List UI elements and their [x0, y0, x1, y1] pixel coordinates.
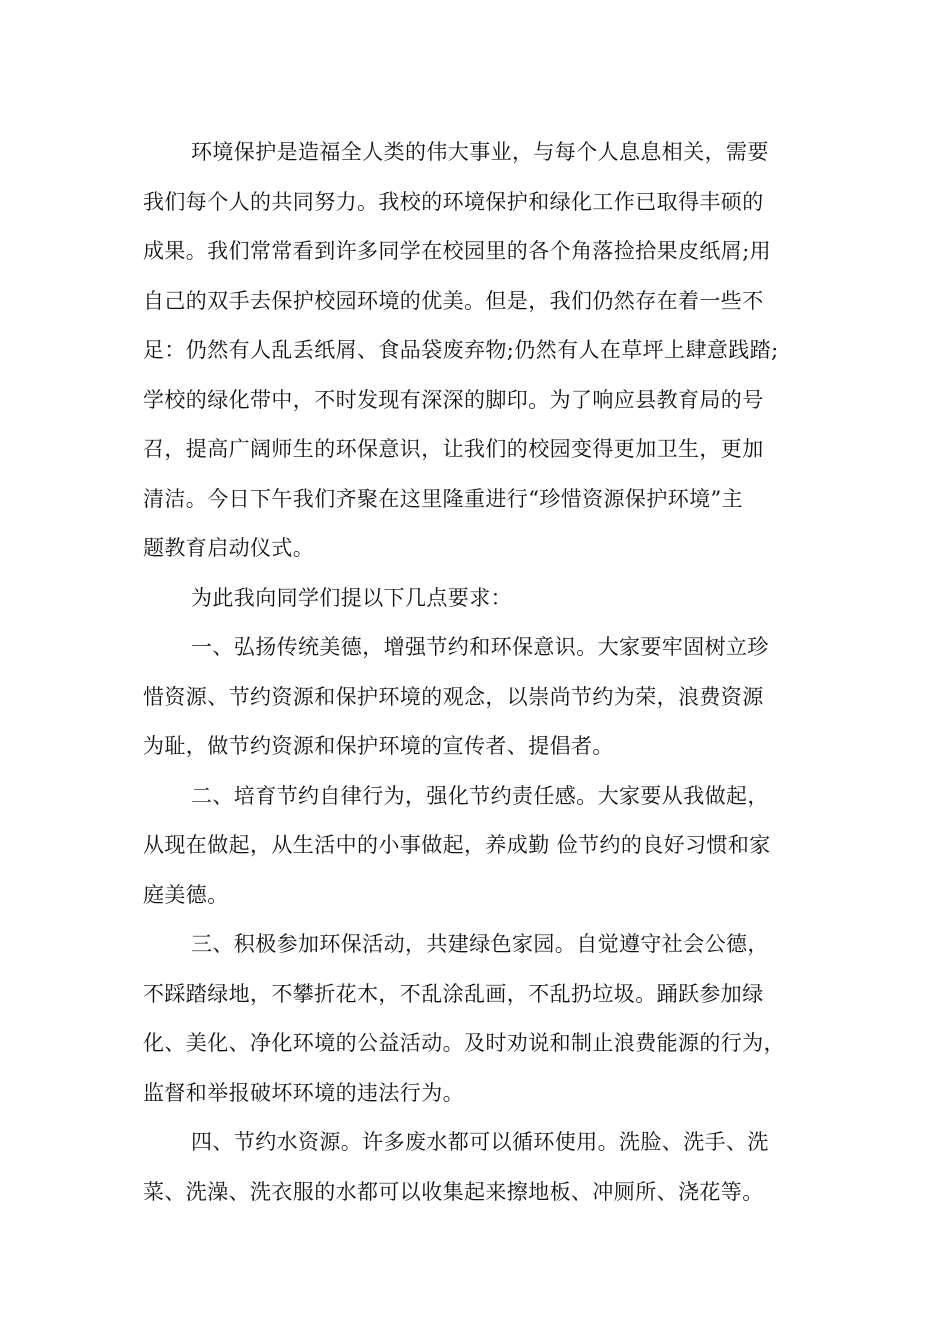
paragraph-line: 一、弘扬传统美德，增强节约和环保意识。大家要牢固树立珍 [191, 635, 769, 659]
paragraph-line: 我们每个人的共同努力。我校的环境保护和绿化工作已取得丰硕的 [143, 189, 764, 214]
paragraph-line: 从现在做起，从生活中的小事做起，养成勤 俭节约的良好习惯和家 [143, 833, 771, 857]
paragraph-line: 为此我向同学们提以下几点要求： [191, 585, 512, 610]
paragraph-line: 庭美德。 [143, 882, 229, 907]
paragraph-line: 学校的绿化带中，不时发现有深深的脚印。为了响应县教育局的号 [143, 387, 764, 412]
paragraph-line: 四、节约水资源。许多废水都可以循环使用。洗脸、洗手、洗 [191, 1130, 769, 1154]
paragraph-line: 成果。我们常常看到许多同学在校园里的各个角落捡拾果皮纸屑;用 [143, 239, 772, 263]
paragraph-line: 菜、洗澡、洗衣服的水都可以收集起来擦地板、冲厕所、浇花等。 [143, 1179, 764, 1204]
paragraph-line: 惜资源、节约资源和保护环境的观念，以崇尚节约为荣，浪费资源 [143, 684, 764, 709]
paragraph-line: 三、积极参加环保活动，共建绿色家园。自觉遵守社会公德， [191, 932, 769, 956]
document-body [143, 132, 823, 1221]
paragraph-line: 为耻，做节约资源和保护环境的宣传者、提倡者。 [143, 734, 614, 758]
paragraph-line: 自己的双手去保护校园环境的优美。但是，我们仍然存在着一些不 [143, 288, 764, 313]
paragraph-line: 题教育启动仪式。 [143, 536, 315, 560]
paragraph-line: 二、培育节约自律行为，强化节约责任感。大家要从我做起， [191, 783, 769, 808]
paragraph-line: 环境保护是造福全人类的伟大事业，与每个人息息相关，需要 [191, 140, 769, 164]
paragraph-line: 不踩踏绿地，不攀折花木，不乱涂乱画，不乱扔垃圾。踊跃参加绿 [143, 981, 764, 1006]
paragraph-line: 化、美化、净化环境的公益活动。及时劝说和制止浪费能源的行为， [143, 1031, 785, 1055]
paragraph-line: 召，提高广阔师生的环保意识，让我们的校园变得更加卫生，更加 [143, 437, 764, 461]
paragraph-line: 监督和举报破坏环境的违法行为。 [143, 1080, 464, 1105]
paragraph-line: 清洁。今日下午我们齐聚在这里隆重进行“珍惜资源保护环境”主 [143, 486, 744, 511]
paragraph-line: 足：仍然有人乱丢纸屑、食品袋废弃物;仍然有人在草坪上肆意践踏; [143, 338, 779, 362]
